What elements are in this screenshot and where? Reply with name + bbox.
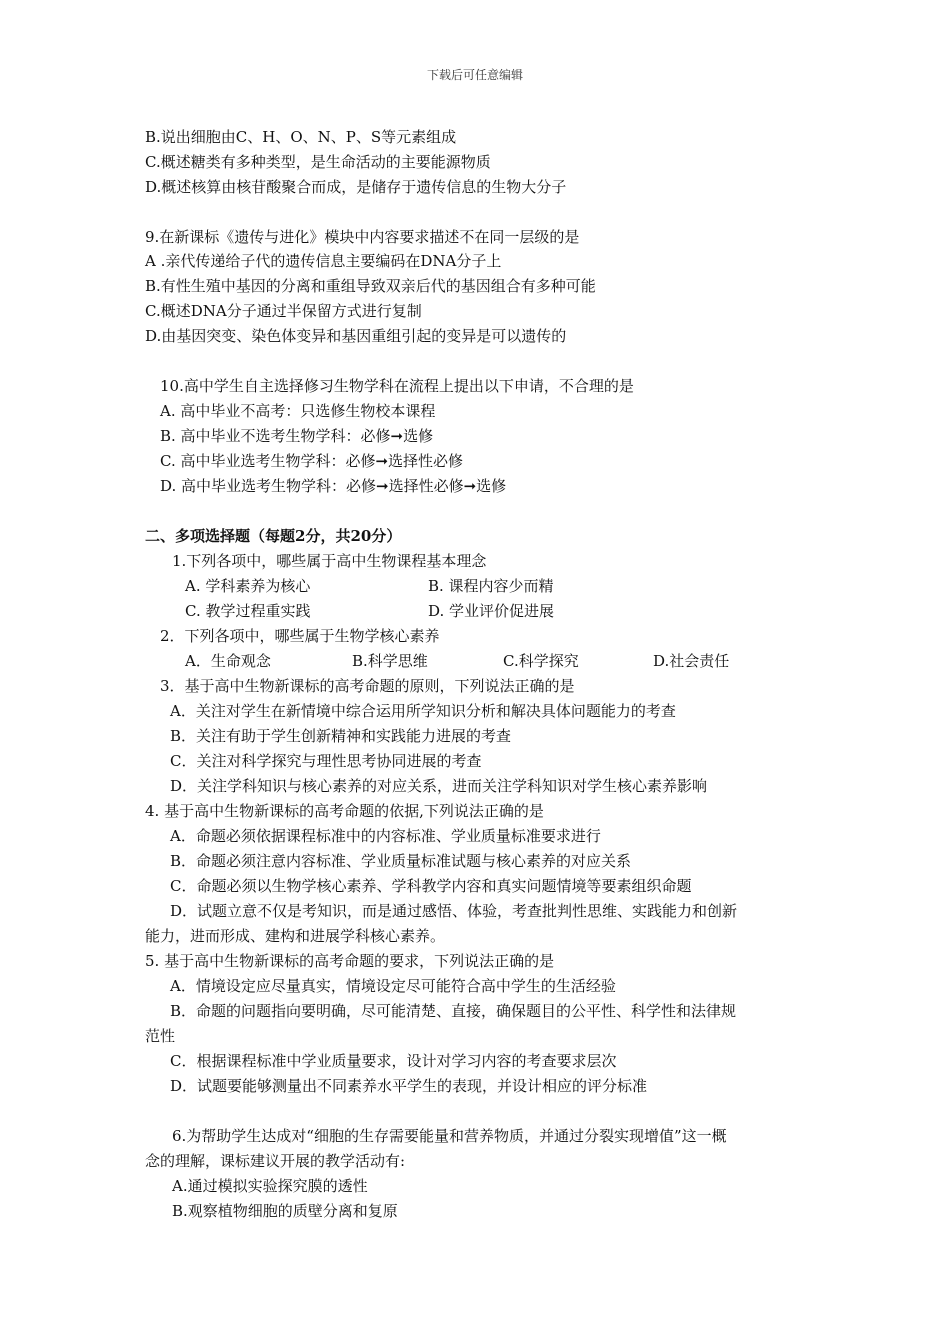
m3-option-d: D．关注学科知识与核心素养的对应关系，进而关注学科知识对学生核心素养影响 <box>170 777 708 795</box>
m6-stem-line2: 念的理解，课标建议开展的教学活动有: <box>145 1152 406 1170</box>
q10-option-d: D. 高中毕业选考生物学科：必修➞选择性必修➞选修 <box>160 477 507 495</box>
m1-stem: 1.下列各项中，哪些属于高中生物课程基本理念 <box>172 552 487 570</box>
q10-stem: 10.高中学生自主选择修习生物学科在流程上提出以下申请，不合理的是 <box>160 377 634 395</box>
m5-option-c: C．根据课程标准中学业质量要求，设计对学习内容的考查要求层次 <box>170 1052 617 1070</box>
q8-option-b: B.说出细胞由C、H、O、N、P、S等元素组成 <box>145 128 457 146</box>
m6-option-a: A.通过模拟实验探究膜的透性 <box>172 1177 368 1195</box>
m1-option-c: C. 教学过程重实践 <box>185 602 311 620</box>
q10-option-c: C. 高中毕业选考生物学科：必修➞选择性必修 <box>160 452 464 470</box>
q10-option-b: B. 高中毕业不选考生物学科：必修➞选修 <box>160 427 434 445</box>
q9-stem: 9.在新课标《遗传与进化》模块中内容要求描述不在同一层级的是 <box>145 228 580 246</box>
m2-option-b: B.科学思维 <box>352 652 428 670</box>
q9-option-d: D.由基因突变、染色体变异和基因重组引起的变异是可以遗传的 <box>145 327 567 345</box>
m5-option-b-line2: 范性 <box>145 1027 176 1045</box>
m5-option-d: D．试题要能够测量出不同素养水平学生的表现，并设计相应的评分标准 <box>170 1077 648 1095</box>
m5-option-a: A．情境设定应尽量真实，情境设定尽可能符合高中学生的生活经验 <box>170 977 616 995</box>
m2-option-d: D.社会责任 <box>653 652 730 670</box>
m4-option-d-line1: D．试题立意不仅是考知识，而是通过感悟、体验，考查批判性思维、实践能力和创新 <box>170 902 738 920</box>
m4-stem: 4. 基于高中生物新课标的高考命题的依据,下列说法正确的是 <box>145 802 544 820</box>
q8-option-c: C.概述糖类有多种类型，是生命活动的主要能源物质 <box>145 153 491 171</box>
q9-option-a: A .亲代传递给子代的遗传信息主要编码在DNA分子上 <box>145 252 502 270</box>
m1-option-b: B. 课程内容少而精 <box>428 577 554 595</box>
m3-option-a: A．关注对学生在新情境中综合运用所学知识分析和解决具体问题能力的考查 <box>170 702 676 720</box>
m4-option-b: B．命题必须注意内容标准、学业质量标准试题与核心素养的对应关系 <box>170 852 632 870</box>
m4-option-c: C．命题必须以生物学核心素养、学科教学内容和真实问题情境等要素组织命题 <box>170 877 692 895</box>
page-header: 下载后可任意编辑 <box>426 68 523 82</box>
q10-option-a: A. 高中毕业不高考：只选修生物校本课程 <box>160 402 436 420</box>
m2-stem: 2．下列各项中，哪些属于生物学核心素养 <box>160 627 440 645</box>
m3-option-b: B．关注有助于学生创新精神和实践能力进展的考查 <box>170 727 512 745</box>
section-2-title: 二、多项选择题（每题2分，共20分） <box>145 527 402 545</box>
m4-option-d-line2: 能力，进而形成、建构和进展学科核心素养。 <box>145 927 446 945</box>
q9-option-b: B.有性生殖中基因的分离和重组导致双亲后代的基因组合有多种可能 <box>145 277 596 295</box>
m4-option-a: A．命题必须依据课程标准中的内容标准、学业质量标准要求进行 <box>170 827 601 845</box>
m3-option-c: C．关注对科学探究与理性思考协同进展的考查 <box>170 752 482 770</box>
m5-option-b-line1: B．命题的问题指向要明确，尽可能清楚、直接，确保题目的公平性、科学性和法律规 <box>170 1002 737 1020</box>
q8-option-d: D.概述核算由核苷酸聚合而成，是储存于遗传信息的生物大分子 <box>145 178 567 196</box>
m1-option-d: D. 学业评价促进展 <box>428 602 555 620</box>
m3-stem: 3．基于高中生物新课标的高考命题的原则，下列说法正确的是 <box>160 677 575 695</box>
m1-option-a: A. 学科素养为核心 <box>185 577 311 595</box>
q9-option-c: C.概述DNA分子通过半保留方式进行复制 <box>145 302 422 320</box>
m6-option-b: B.观察植物细胞的质壁分离和复原 <box>172 1202 398 1220</box>
m2-option-c: C.科学探究 <box>503 652 579 670</box>
m2-option-a: A．生命观念 <box>185 652 271 670</box>
m5-stem: 5. 基于高中生物新课标的高考命题的要求，下列说法正确的是 <box>145 952 555 970</box>
m6-stem-line1: 6.为帮助学生达成对“细胞的生存需要能量和营养物质，并通过分裂实现增值”这一概 <box>172 1127 727 1145</box>
